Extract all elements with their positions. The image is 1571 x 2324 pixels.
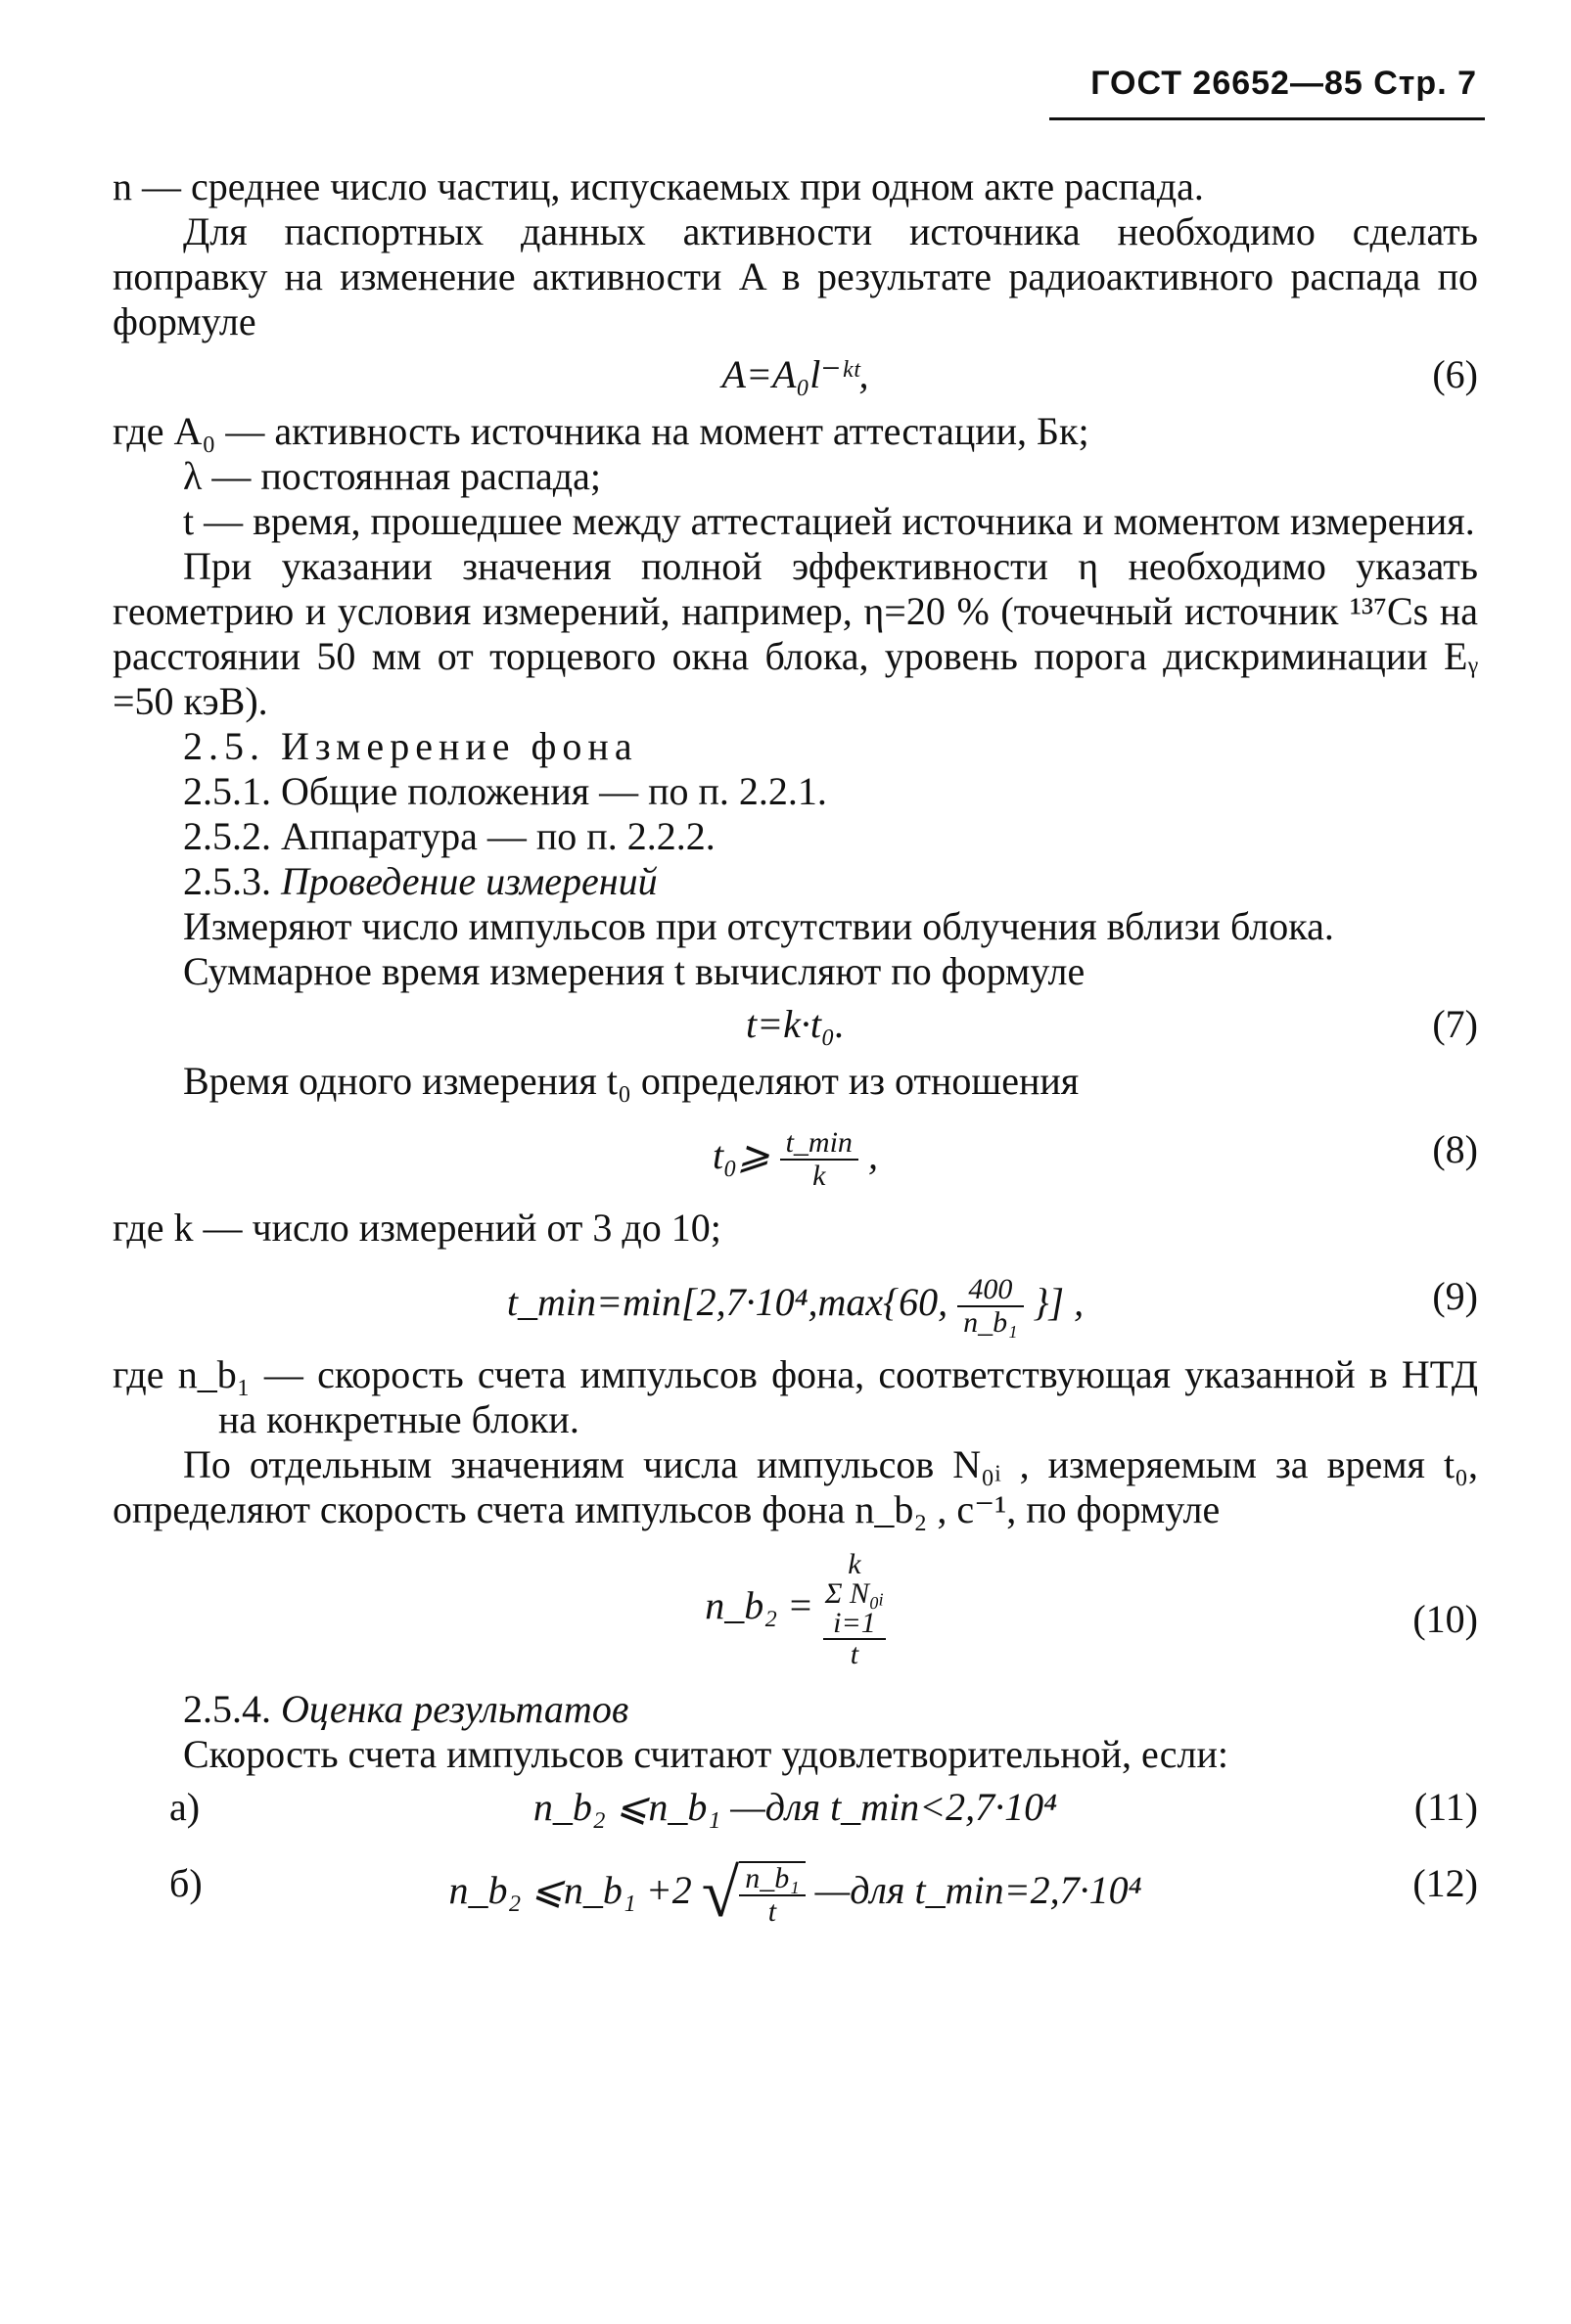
section-2-5-3-number: 2.5.3. <box>183 859 271 903</box>
equation-8-formula <box>113 1127 1478 1192</box>
equation-7-number: (7) <box>1432 1002 1478 1046</box>
equation-9-number: (9) <box>1432 1274 1478 1318</box>
equation-10-lhs: n_b₂ = <box>705 1583 814 1628</box>
equation-6-formula: A=A₀l⁻ᵏᵗ, <box>721 352 869 396</box>
equation-12-label: б) <box>169 1861 203 1905</box>
equation-8-number: (8) <box>1432 1127 1478 1171</box>
equation-7-formula: t=k·t₀. <box>746 1002 845 1046</box>
equation-9-numerator: 400 <box>957 1274 1023 1307</box>
section-2-5-4-number: 2.5.4. <box>183 1687 271 1731</box>
section-2-5-4-heading <box>113 1687 1478 1732</box>
equation-10 <box>113 1536 1478 1683</box>
equation-11-label: а) <box>169 1785 201 1829</box>
equation-12-tail: —для t_min=2,7·10⁴ <box>814 1868 1142 1913</box>
equation-8 <box>113 1108 1478 1202</box>
definition-n: n — среднее число частиц, испускаемых при одном акте распада. <box>113 164 1204 208</box>
equation-7 <box>113 998 1478 1055</box>
paragraph-criteria: Скорость счета импульсов считают удовлетворительной, если: <box>183 1732 1228 1776</box>
definition-lambda: λ — постоянная распада; <box>183 454 601 498</box>
equation-10-formula <box>113 1550 1478 1669</box>
equation-8-tail: , <box>867 1133 878 1178</box>
paragraph-activity: Для паспортных данных активности источника необходимо сделать поправку на изменение активности A в результате радиоактивного распада по формуле <box>113 209 1478 343</box>
equation-8-denominator: k <box>812 1160 826 1192</box>
equation-11-number: (11) <box>1413 1785 1478 1829</box>
paragraph-efficiency: При указании значения полной эффективности η необходимо указать геометрию и условия измерений, например, η=20 % (точечный источник ¹³⁷Cs на расстоянии 50 мм от торцевого окна блока, уровень порога дискриминации Eᵧ =50 кэВ). <box>113 544 1478 723</box>
equation-12-fraction <box>739 1861 805 1928</box>
definition-a0: где A₀ — активность источника на момент аттестации, Бк; <box>113 409 1089 453</box>
equation-9-tail: }] , <box>1033 1280 1085 1325</box>
paragraph-rate: По отдельным значениям числа импульсов N₀ᵢ , измеряемым за время t₀, определяют скорость счета импульсов фона n_b₂ , с⁻¹, по формуле <box>113 1442 1478 1531</box>
section-2-5-3-heading <box>113 859 1478 904</box>
equation-10-lower-limit: i=1 <box>823 1609 886 1640</box>
sqrt-icon: √ <box>701 1856 740 1932</box>
equation-10-sum: Σ N₀ᵢ <box>824 1577 885 1610</box>
equation-12-numerator: n_b₁ <box>739 1863 805 1896</box>
equation-6 <box>113 348 1478 405</box>
equation-12-number: (12) <box>1412 1861 1478 1905</box>
equation-11-formula: n_b₂ ⩽n_b₁ —для t_min<2,7·10⁴ <box>532 1785 1058 1829</box>
section-2-5-4-title: Оценка результатов <box>281 1687 629 1731</box>
page-header: ГОСТ 26652—85 Стр. 7 <box>1090 65 1477 102</box>
paragraph-single-time: Время одного измерения t₀ определяют из отношения <box>183 1059 1080 1103</box>
equation-10-upper-limit: k <box>848 1548 861 1580</box>
equation-10-fraction <box>823 1550 886 1669</box>
equation-6-number: (6) <box>1432 352 1478 396</box>
paragraph-measure: Измеряют число импульсов при отсутствии облучения вблизи блока. <box>183 904 1334 948</box>
equation-10-denominator: t <box>850 1638 859 1670</box>
definition-nb1: где n_b₁ — скорость счета импульсов фона, соответствующая указанной в НТД на конкретные блоки. <box>113 1352 1478 1441</box>
equation-12-formula <box>113 1856 1478 1932</box>
equation-9-formula <box>113 1274 1478 1339</box>
section-2-5-1: 2.5.1. Общие положения — по п. 2.2.1. <box>183 769 827 813</box>
equation-12-lhs: n_b₂ ⩽n_b₁ +2 <box>448 1868 692 1913</box>
equation-8-fraction <box>780 1127 858 1192</box>
equation-10-number: (10) <box>1412 1597 1478 1641</box>
definition-t: t — время, прошедшее между аттестацией источника и моментом измерения. <box>183 499 1475 543</box>
paragraph-total-time: Суммарное время измерения t вычисляют по формуле <box>183 949 1086 993</box>
equation-12 <box>113 1842 1478 1936</box>
section-2-5-3-title: Проведение измерений <box>281 859 658 903</box>
equation-9 <box>113 1254 1478 1348</box>
header-rule <box>1049 117 1485 120</box>
section-2-5-2: 2.5.2. Аппаратура — по п. 2.2.2. <box>183 814 716 858</box>
equation-12-denominator: t <box>767 1895 777 1928</box>
document-body <box>113 164 1478 1939</box>
equation-8-numerator: t_min <box>780 1127 858 1161</box>
equation-9-denominator: n_b₁ <box>963 1306 1018 1339</box>
equation-9-lhs: t_min=min[2,7·10⁴,max{60, <box>506 1280 948 1325</box>
equation-11 <box>113 1781 1478 1838</box>
equation-8-lhs: t₀⩾ <box>713 1133 770 1178</box>
equation-9-fraction <box>957 1274 1023 1339</box>
section-2-5-heading: 2.5. Измерение фона <box>183 724 638 768</box>
definition-k: где k — число измерений от 3 до 10; <box>113 1206 721 1250</box>
